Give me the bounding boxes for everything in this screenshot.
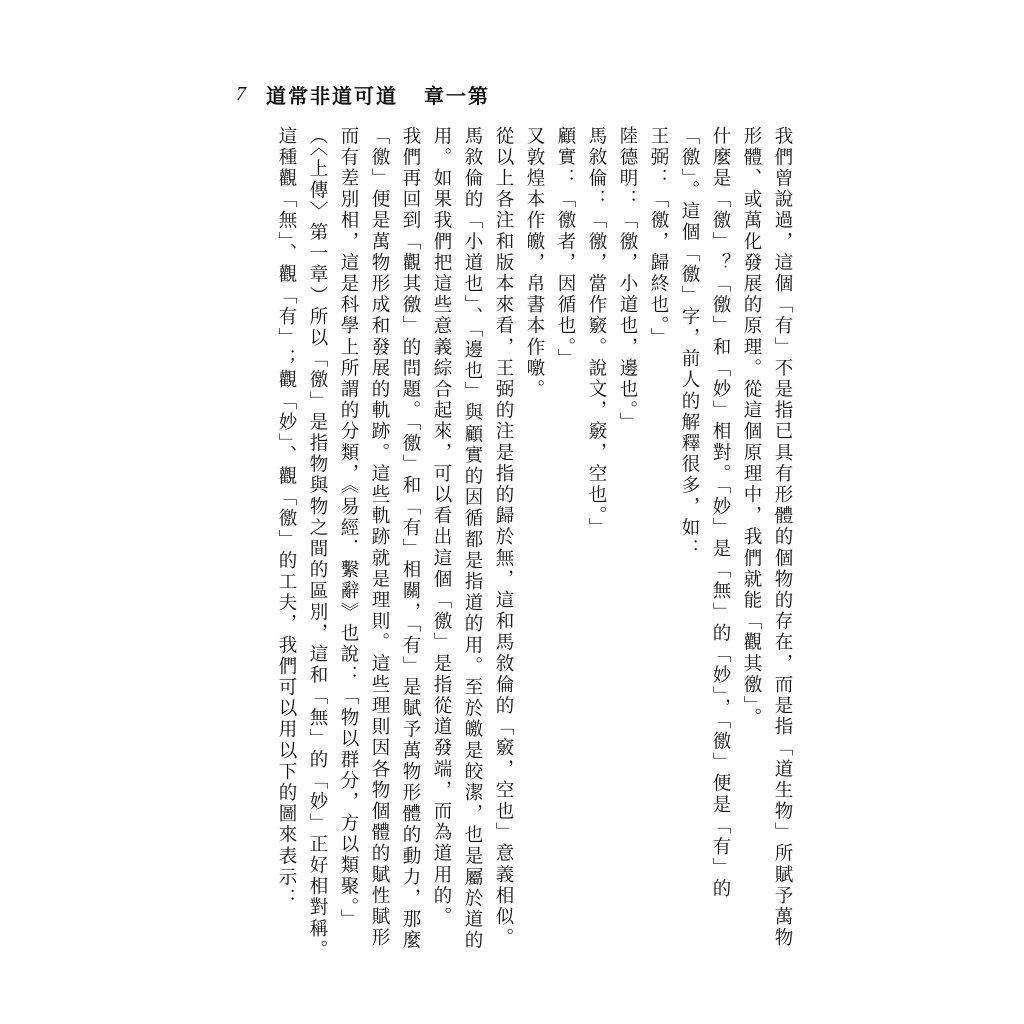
page-number: 7: [236, 82, 246, 105]
running-header: [236, 80, 490, 108]
quote-gu-shi: 顧實：「徼者，因循也。」: [555, 126, 576, 370]
header-chapter: 章一第: [424, 83, 490, 108]
paragraph-1: 我們曾說過，這個「有」不是指已具有形體的個物的存在，而是指「道生物」所賦予萬物形體、或萬化發展的原理。從這個原理中，我們就能「觀其徼」。: [741, 126, 793, 949]
quote-wang-bi: 王弼：「徼，歸終也。」: [648, 126, 669, 349]
quote-ma-xulun: 馬敘倫：「徼，當作竅。說文，竅，空也。」: [586, 126, 607, 539]
paragraph-variants: 又敦煌本作皦，帛書本作噭。: [524, 126, 545, 401]
header-title: 道常非道可道: [266, 83, 398, 108]
body-text: [262, 126, 798, 966]
quote-lu-deming: 陸德明：「徼，小道也，邊也。」: [617, 126, 638, 434]
paragraph-analysis: 從以上各注和版本來看，王弼的注是指的歸於無，這和馬敘倫的「竅，空也」意義相似。馬敘倫的「小道也」、「邊也」與顧實的因循都是指道的用。至於皦是皎潔，也是屬於道的用。如果我們把這些意義綜合起來，可以看出這個「徼」是指從道發端，而為道用的。: [431, 126, 514, 952]
paragraph-2: 什麼是「徼」？「徼」和「妙」相對。「妙」是「無」的「妙」，「徼」便是「有」的「徼」。這個「徼」字，前人的解釋很多，如：: [679, 126, 731, 901]
paragraph-conclusion: 我們再回到「觀其徼」的問題。「徼」和「有」相關，「有」是賦予萬物形體的動力，那麼「徼」便是萬物形成和發展的軌跡。這些軌跡就是理則。這些理則因各物個體的賦性賦形而有差別相，這是科學上所謂的分類，《易經．繫辭》也說：「物以群分，方以類聚。」（〈上傳〉第一章）所以「徼」是指物與物之間的區別，這和「無」的「妙」正好相對稱。這種觀「無」、觀「有」；觀「妙」、觀「徼」的工夫，我們可以用以下的圖來表示：: [276, 126, 421, 961]
